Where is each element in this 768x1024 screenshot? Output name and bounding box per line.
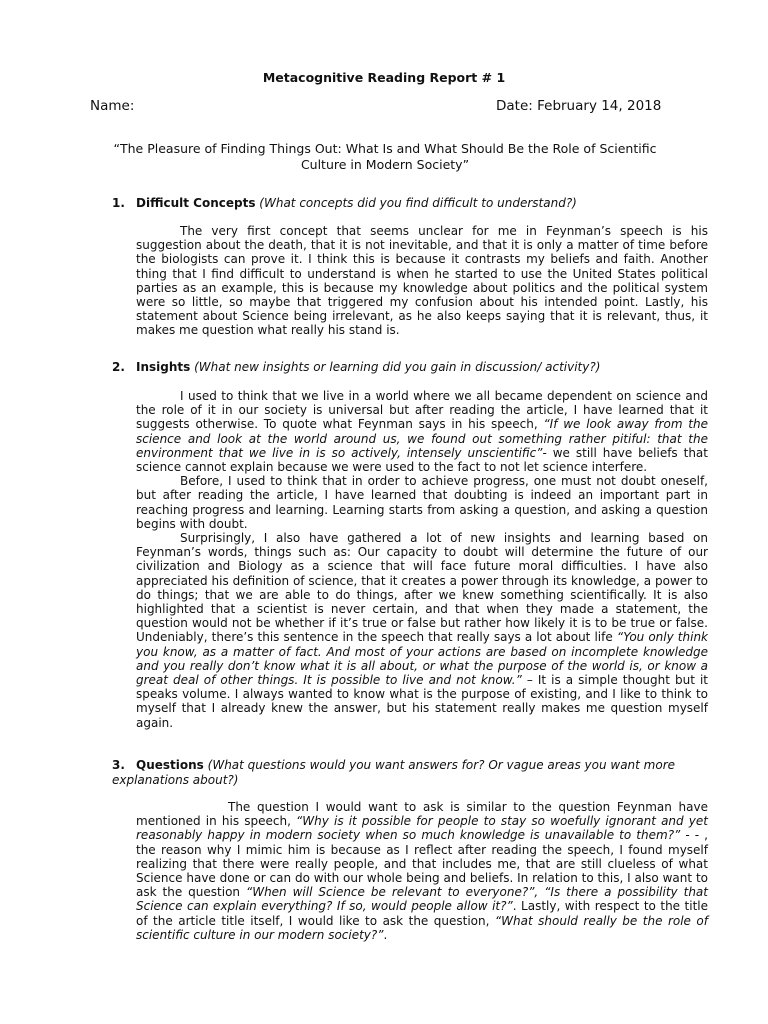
section-prompt: (What new insights or learning did you gain in discussion/ activity?) <box>194 360 601 374</box>
section-number: 3. <box>112 758 125 772</box>
paragraph: Before, I used to think that in order to achieve progress, one must not doubt oneself, but after reading the article, I have learned that doubting is indeed an important part in reaching progress and learning. Learning starts from asking a question, and asking a question begins with doubt. <box>136 474 708 531</box>
report-title: Metacognitive Reading Report # 1 <box>262 70 506 85</box>
section-2-paragraphs <box>136 389 708 730</box>
section-prompt: (What concepts did you find difficult to understand?) <box>259 196 577 210</box>
name-label: Name: <box>90 98 135 114</box>
section-number: 2. <box>112 360 125 374</box>
question-quote: “What should really be the role of scientific culture in our modern society?” <box>136 913 708 942</box>
section-title: Insights <box>136 360 191 374</box>
section-prompt: (What questions would you want answers for? Or vague areas you want more explanations about?) <box>112 758 676 787</box>
section-1-heading <box>112 196 577 210</box>
paragraph: I used to think that we live in a world where we all became dependent on science and the role of it in our society is universal but after reading the article, I have learned that it suggests otherwise. To quote what Feynman says in his speech, “If we look away from the science and look at the world around us, we found out something rather pitiful: that the environment that we live in is so actively, intensely unscientific”- we still have beliefs that science cannot explain because we were used to the fact to not let science interfere. <box>136 389 708 475</box>
section-3-paragraph: The question I would want to ask is similar to the question Feynman have mentioned in his speech, “Why is it possible for people to stay so woefully ignorant and yet reasonably happy in modern society when so much knowledge is unavailable to them?” - - , the reason why I mimic him is because as I reflect after reading the speech, I found myself realizing that there were really people, and that includes me, that are still clueless of what Science have done or can do with our whole being and beliefs. In relation to this, I also want to ask the question “When will Science be relevant to everyone?”, “Is there a possibility that Science can explain everything? If so, would people allow it?”. Lastly, with respect to the title of the article title itself, I would like to ask the question, “What should really be the role of scientific culture in our modern society?”. <box>136 800 709 942</box>
section-title: Questions <box>136 758 204 772</box>
feynman-quote: “Why is it possible for people to stay so woefully ignorant and yet reasonably happy in modern society when so much knowledge is unavailable to them?” <box>136 814 708 843</box>
question-quote: “When will Science be relevant to everyone?”, “Is there a possibility that Science can explain everything? If so, would people allow it?” <box>136 885 708 914</box>
section-3-heading <box>112 758 712 788</box>
feynman-quote: “You only think you know, as a matter of fact. And most of your actions are based on incomplete knowledge and you really don’t know what it is all about, or what the purpose of the world is, or know a great deal of other things. It is possible to live and not know.” <box>136 630 708 688</box>
section-2-heading <box>112 360 600 374</box>
article-title: “The Pleasure of Finding Things Out: What Is and What Should Be the Role of Scientific Culture in Modern Society” <box>113 141 657 172</box>
date-label: Date: February 14, 2018 <box>496 98 662 114</box>
feynman-quote: “If we look away from the science and look at the world around us, we found out something rather pitiful: that the environment that we live in is so actively, intensely unscientific” <box>136 417 708 460</box>
section-number: 1. <box>112 196 125 210</box>
paragraph: Surprisingly, I also have gathered a lot of new insights and learning based on Feynman’s words, things such as: Our capacity to doubt will determine the future of our civilization and Biology as a science that will face future moral difficulties. I have also appreciated his definition of science, that it creates a power through its knowledge, a power to do things; that we are able to do things, after we knew something scientifically. It is also highlighted that a scientist is never certain, and that when they made a statement, the question would not be whether if it’s true or false but rather how likely it is to be true or false. Undeniably, there’s this sentence in the speech that really says a lot about life “You only think you know, as a matter of fact. And most of your actions are based on incomplete knowledge and you really don’t know what it is all about, or what the purpose of the world is, or know a great deal of other things. It is possible to live and not know.” – It is a simple thought but it speaks volume. I always wanted to know what is the purpose of existing, and I like to think to myself that I already knew the answer, but his statement really makes me question myself again. <box>136 531 708 730</box>
paragraph-text: The very first concept that seems unclear for me in Feynman’s speech is his suggestion about the death, that it is not inevitable, and that it is only a matter of time before the biologists can prove it. I think this is because it contrasts my beliefs and faith. Another thing that I find difficult to understand is when he started to use the United States political parties as an example, this is because my knowledge about politics and the political system were so little, so maybe that triggered my confusion about his intended point. Lastly, his statement about Science being irrelevant, as he also keeps saying that it is relevant, thus, it makes me question what really his stand is. <box>136 224 708 338</box>
section-1-paragraph <box>136 224 708 338</box>
section-title: Difficult Concepts <box>136 196 256 210</box>
